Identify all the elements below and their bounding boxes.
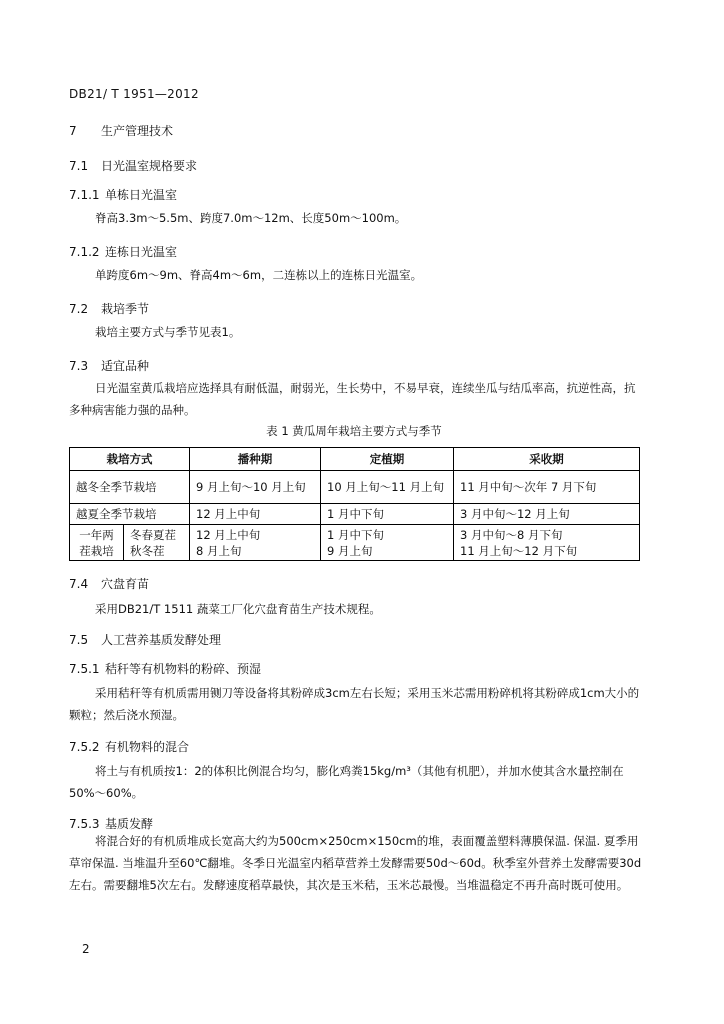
section-number: 7.1.2 <box>69 245 100 259</box>
section-number: 7.1 <box>69 159 89 173</box>
heading-7-5-2 <box>69 738 189 755</box>
table-cell: 越夏全季节栽培 <box>70 504 190 525</box>
heading-7-1-2 <box>69 243 177 260</box>
section-title: 生产管理技术 <box>101 124 174 138</box>
table-header-cell: 定植期 <box>321 448 454 471</box>
section-title: 穴盘育苗 <box>101 577 150 591</box>
cultivation-table <box>69 447 640 561</box>
paragraph-7-1-1: 脊高3.3m～5.5m、跨度7.0m～12m、长度50m～100m。 <box>95 211 407 225</box>
table-caption: 表 1 黄瓜周年栽培主要方式与季节 <box>266 424 442 438</box>
cell-line: 12 月上中旬 <box>196 527 261 542</box>
table-cell <box>321 525 454 561</box>
section-number: 7.5.1 <box>69 662 100 676</box>
table-header-cell: 栽培方式 <box>70 448 190 471</box>
table-cell: 一年两茬栽培 <box>70 525 124 561</box>
cell-line: 秋冬茬 <box>130 543 165 558</box>
heading-7 <box>69 122 173 139</box>
heading-7-1-1 <box>69 186 177 203</box>
table-row <box>70 525 640 561</box>
table-row <box>70 471 640 504</box>
table-cell: 11 月中旬～次年 7 月下旬 <box>454 471 640 504</box>
table-row <box>70 504 640 525</box>
section-number: 7.5.3 <box>69 817 100 831</box>
section-title: 日光温室规格要求 <box>101 159 198 173</box>
table-cell <box>190 525 321 561</box>
table-header-cell: 播种期 <box>190 448 321 471</box>
paragraph-7-3: 日光温室黄瓜栽培应选择具有耐低温，耐弱光，生长势中，不易早衰，连续坐瓜与结瓜率高，抗逆性高，抗多种病害能力强的品种。 <box>69 381 636 417</box>
section-title: 连栋日光温室 <box>105 245 178 259</box>
table-header-row <box>70 448 640 471</box>
section-title: 有机物料的混合 <box>105 740 190 754</box>
page-number: 2 <box>82 942 90 956</box>
section-number: 7.5.2 <box>69 740 100 754</box>
paragraph-7-1-2: 单跨度6m～9m、脊高4m～6m，二连栋以上的连栋日光温室。 <box>95 268 423 282</box>
table-cell: 12 月上中旬 <box>190 504 321 525</box>
cell-line: 8 月上旬 <box>196 543 242 558</box>
section-number: 7.4 <box>69 577 89 591</box>
section-number: 7.2 <box>69 302 89 316</box>
table-cell: 1 月中下旬 <box>321 504 454 525</box>
section-number: 7.5 <box>69 633 89 647</box>
section-title: 适宜品种 <box>101 359 150 373</box>
heading-7-1 <box>69 157 197 174</box>
cell-line: 9 月上旬 <box>327 543 373 558</box>
paragraph-7-5-1: 采用秸秆等有机质需用铡刀等设备将其粉碎成3cm左右长短；采用玉米芯需用粉碎机将其粉碎成1cm大小的颗粒；然后浇水预湿。 <box>69 686 640 722</box>
paragraph-7-5-3: 将混合好的有机质堆成长宽高大约为500cm×250cm×150cm的堆，表面覆盖塑料薄膜保温. 保温. 夏季用草帘保温. 当堆温升至60℃翻堆。冬季日光温室内稻草营养土发酵需要50d～60d。秋季室外营养土发酵需要30d左右。需要翻堆5次左右。发酵速度稻草最快，其次是玉米秸，玉米芯最慢。当堆温稳定不再升高时既可使用。 <box>69 834 642 892</box>
section-title: 单栋日光温室 <box>105 188 178 202</box>
section-title: 栽培季节 <box>101 302 150 316</box>
section-number: 7.3 <box>69 359 89 373</box>
heading-7-5 <box>69 631 221 648</box>
section-number: 7 <box>69 124 77 138</box>
heading-7-3 <box>69 357 149 374</box>
section-title: 人工营养基质发酵处理 <box>101 633 222 647</box>
cell-line: 11 月上旬～12 月下旬 <box>460 543 578 558</box>
paragraph-7-4: 采用DB21/T 1511 蔬菜工厂化穴盘育苗生产技术规程。 <box>95 602 381 616</box>
table-cell <box>124 525 190 561</box>
table-cell: 10 月上旬～11 月上旬 <box>321 471 454 504</box>
cell-line: 冬春夏茬 <box>130 527 176 542</box>
heading-7-5-1 <box>69 660 261 677</box>
table-cell: 3 月中旬～12 月上旬 <box>454 504 640 525</box>
cell-line: 3 月中旬～8 月下旬 <box>460 527 563 542</box>
paragraph-7-2: 栽培主要方式与季节见表1。 <box>95 325 241 339</box>
table-cell <box>454 525 640 561</box>
document-code: DB21/ T 1951—2012 <box>69 87 199 101</box>
table-header-cell: 采收期 <box>454 448 640 471</box>
paragraph-7-5-2: 将土与有机质按1：2的体积比例混合均匀，膨化鸡粪15kg/m³（其他有机肥），并加水使其含水量控制在50%～60%。 <box>69 764 624 800</box>
cell-line: 1 月中下旬 <box>327 527 384 542</box>
section-title: 基质发酵 <box>105 817 154 831</box>
section-title: 秸秆等有机物料的粉碎、预湿 <box>105 662 262 676</box>
table-cell: 9 月上旬～10 月上旬 <box>190 471 321 504</box>
section-number: 7.1.1 <box>69 188 100 202</box>
table-cell: 越冬全季节栽培 <box>70 471 190 504</box>
heading-7-2 <box>69 300 149 317</box>
heading-7-4 <box>69 575 149 592</box>
